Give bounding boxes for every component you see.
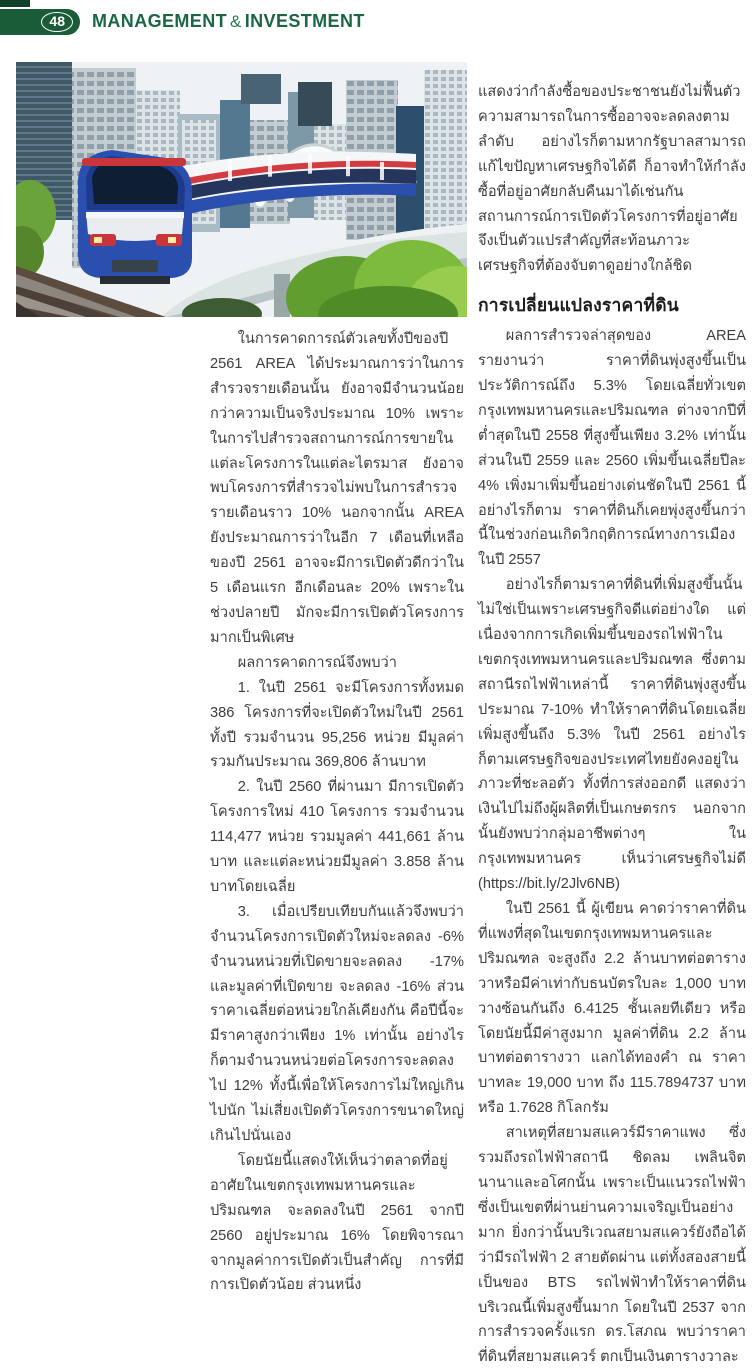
corner-bleed-block: [0, 0, 30, 7]
section-heading-land-price-change: การเปลี่ยนแปลงราคาที่ดิน: [478, 295, 679, 316]
left-text-column: [210, 327, 464, 1298]
page-number: 48: [41, 12, 73, 32]
skytrain-illustration: [16, 62, 467, 317]
paragraph: 3. เมื่อเปรียบเทียบกันแล้วจึงพบว่า จำนวนโครงการเปิดตัวใหม่จะลดลง -6% จำนวนหน่วยที่เปิดขายจะลดลง -17% และมูลค่าที่เปิดขาย จะลดลง -16% ส่วนราคาเฉลี่ยต่อหน่วยใกล้เคียงกัน คือปีนี้จะมีราคาสูงกว่าเพียง 1% เท่านั้น อย่างไรก็ตามจำนวนหน่วยต่อโครงการจะลดลงไป 12% ทั้งนี้เพื่อให้โครงการไม่ใหญ่เกินไปนัก ไม่เสี่ยงเปิดตัวโครงการขนาดใหญ่เกินไปนั่นเอง: [210, 903, 464, 1144]
page-number-badge: [0, 9, 80, 35]
train-front: [78, 150, 192, 284]
header-title-right: INVESTMENT: [244, 11, 365, 31]
paragraph: โดยนัยนี้แสดงให้เห็นว่าตลาดที่อยู่อาศัยในเขตกรุงเทพมหานครและปริมณฑล จะลดลงในปี 2561 จากปี 2560 อยู่ประมาณ 16% โดยพิจารณาจากมูลค่าการเปิดตัวเป็นสำคัญ การที่มีการเปิดตัวน้อย ส่วนหนึ่ง: [210, 1152, 464, 1294]
paragraph: ในการคาดการณ์ตัวเลขทั้งปีของปี 2561 AREA ได้ประมาณการว่าในการสำรวจรายเดือนนั้น ยังอาจมีจำนวนน้อยกว่าความเป็นจริงประมาณ 10% เพราะในการไปสำรวจสถานการณ์การขายในแต่ละโครงการในแต่ละไตรมาส ยังอาจพบโครงการที่สำรวจไม่พบในการสำรวจรายเดือนราว 10% นอกจากนั้น AREA ยังประมาณการว่าในอีก 7 เดือนที่เหลือของปี 2561 อาจจะมีการเปิดตัวดีกว่าใน 5 เดือนแรก อีกเดือนละ 20% เพราะในช่วงปลายปี มักจะมีการเปิดตัวโครงการมากเป็นพิเศษ: [210, 331, 464, 646]
paragraph: แสดงว่ากำลังซื้อของประชาชนยังไม่ฟื้นตัว ความสามารถในการซื้ออาจจะลดลงตามลำดับ อย่างไรก็ตามหากรัฐบาลสามารถแก้ไขปัญหาเศรษฐกิจได้ดี ก็อาจทำให้กำลังซื้อที่อยู่อาศัยกลับคืนมาได้เช่นกัน สถานการณ์การเปิดตัวโครงการที่อยู่อาศัยจึงเป็นตัวแปรสำคัญที่สะท้อนภาวะเศรษฐกิจที่ต้องจับตาดูอย่างใกล้ชิด: [478, 84, 746, 275]
paragraph: 2. ในปี 2560 ที่ผ่านมา มีการเปิดตัวโครงการใหม่ 410 โครงการ รวมจำนวน 114,477 หน่วย รวมมูลค่า 441,661 ล้านบาท และแต่ละหน่วยมีมูลค่า 3.858 ล้านบาทโดยเฉลี่ย: [210, 779, 464, 895]
paragraph: อย่างไรก็ตามราคาที่ดินที่เพิ่มสูงขึ้นนั้น ไม่ใช่เป็นเพราะเศรษฐกิจดีแต่อย่างใด แต่เนื่องจากการเกิดเพิ่มขึ้นของรถไฟฟ้าในเขตกรุงเทพมหานครและปริมณฑล ซึ่งตามสถานีรถไฟฟ้าเหล่านี้ ราคาที่ดินพุ่งสูงขึ้นประมาณ 7-10% ทำให้ราคาที่ดินโดยเฉลี่ยเพิ่มสูงขึ้นถึง 5.3% ในปี 2561 อย่างไรก็ตามเศรษฐกิจของประเทศไทยยังคงอยู่ในภาวะที่ชะลอตัว ทั้งที่การส่งออกดี แสดงว่าเงินไปไม่ถึงผู้ผลิตที่เป็นเกษตรกร นอกจากนั้นยังพบว่ากลุ่มอาชีพต่างๆ ในกรุงเทพมหานคร เห็นว่าเศรษฐกิจไม่ดี (https://bit.ly/2Jlv6NB): [478, 577, 746, 893]
right-text-column: [478, 80, 746, 1370]
page-title: [92, 11, 365, 32]
paragraph: ผลการคาดการณ์จึงพบว่า: [237, 654, 397, 671]
header-title-left: MANAGEMENT: [92, 11, 227, 31]
paragraph: สาเหตุที่สยามสแควร์มีราคาแพง ซึ่งรวมถึงรถไฟฟ้าสถานี ชิดลม เพลินจิต นานาและอโศกนั้น เพราะเป็นแนวรถไฟฟ้า ซึ่งเป็นเขตที่ผ่านย่านความเจริญเป็นอย่างมาก ยิ่งกว่านั้นบริเวณสยามสแควร์ยังถือได้ว่ามีรถไฟฟ้า 2 สายตัดผ่าน แต่ทั้งสองสายนี้เป็นของ BTS รถไฟฟ้าทำให้ราคาที่ดินบริเวณนี้เพิ่มสูงขึ้นมาก โดยในปี 2537 จากการสำรวจครั้งแรก ดร.โสภณ พบว่าราคาที่ดินที่สยามสแควร์ ตกเป็นเงินตารางวาละ: [478, 1125, 746, 1366]
paragraph: ในปี 2561 นี้ ผู้เขียน คาดว่าราคาที่ดินที่แพงที่สุดในเขตกรุงเทพมหานครและปริมณฑล จะสูงถึง 2.2 ล้านบาทต่อตารางวาหรือมีค่าเท่ากับธนบัตรใบละ 1,000 บาทวางซ้อนกันถึง 6.4125 ชั้นเลยทีเดียว หรือโดยนัยนี้มีค่าสูงมาก มูลค่าที่ดิน 2.2 ล้านบาทต่อตารางวา แลกได้ทองคำ ณ ราคาบาทละ 19,000 บาท ถึง 115.7894737 บาท หรือ 1.7628 กิโลกรัม: [478, 901, 746, 1117]
header-title-ampersand: &: [230, 12, 242, 31]
paragraph: ผลการสำรวจล่าสุดของ AREA รายงานว่า ราคาที่ดินพุ่งสูงขึ้นเป็นประวัติการณ์ถึง 5.3% โดยเฉลี่ยทั่วเขตกรุงเทพมหานครและปริมณฑล ต่างจากปีที่ต่ำสุดในปี 2558 ที่สูงขึ้นเพียง 3.2% เท่านั้น ส่วนในปี 2559 และ 2560 เพิ่มขึ้นเฉลี่ยปีละ 4% เพิ่งมาเพิ่มขึ้นอย่างเด่นชัดในปี 2561 นี้ อย่างไรก็ตาม ราคาที่ดินก็เคยพุ่งสูงขึ้นกว่านี้ในช่วงก่อนเกิดวิกฤติการณ์ทางการเมืองในปี 2557: [478, 328, 746, 569]
paragraph: 1. ในปี 2561 จะมีโครงการทั้งหมด 386 โครงการที่จะเปิดตัวใหม่ในปี 2561 ทั้งปี รวมจำนวน 95,256 หน่วย มีมูลค่ารวมกันประมาณ 369,806 ล้านบาท: [210, 679, 464, 771]
article-photo-skytrain: [16, 62, 467, 317]
